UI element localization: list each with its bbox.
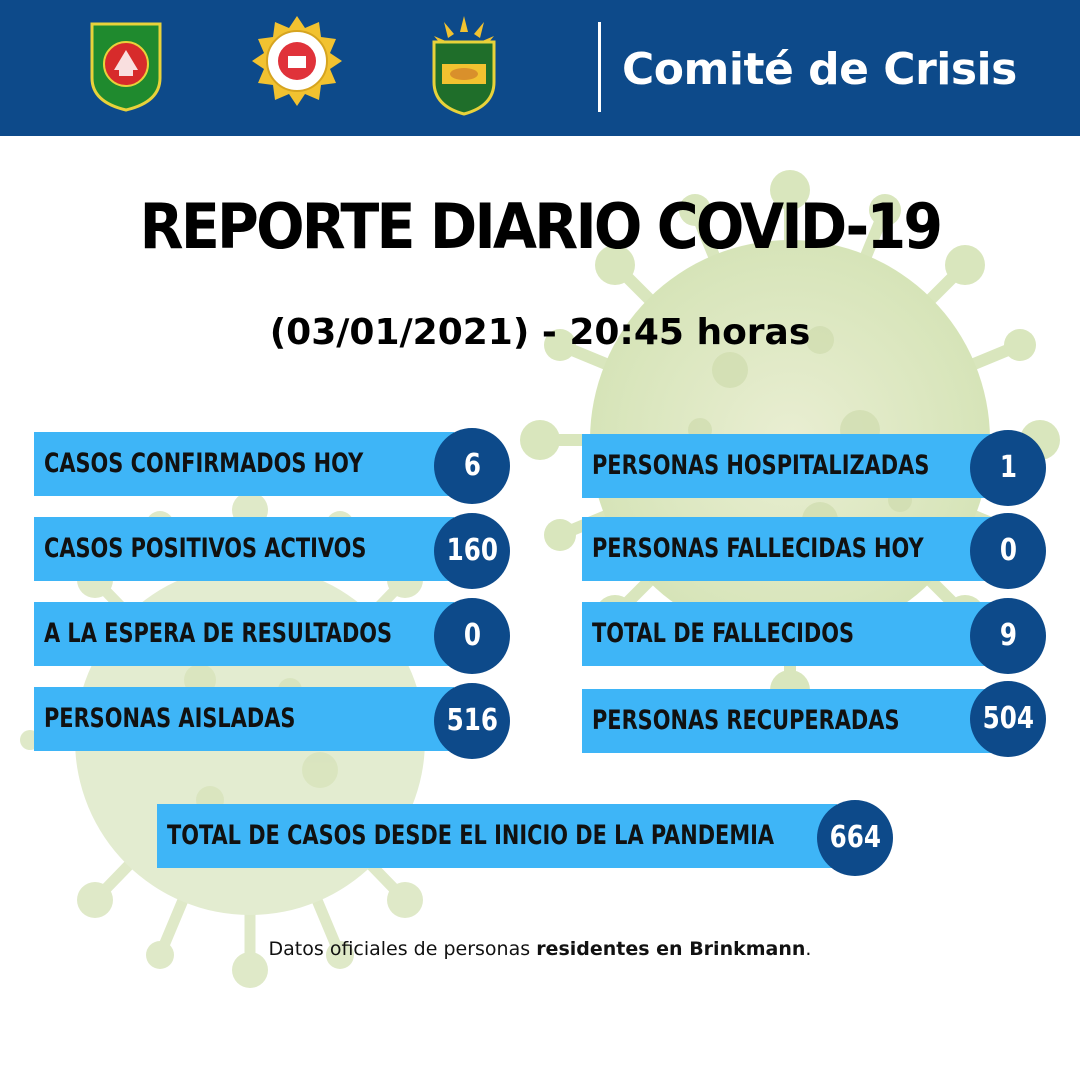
stat-value: 160 bbox=[446, 533, 498, 568]
stat-total-fallecidos bbox=[582, 602, 1046, 666]
stat-personas-recuperadas bbox=[582, 689, 1046, 753]
stat-label: PERSONAS FALLECIDAS HOY bbox=[592, 533, 924, 564]
stat-value: 664 bbox=[829, 820, 881, 855]
stat-value: 9 bbox=[999, 618, 1017, 653]
stat-value-badge bbox=[434, 428, 510, 504]
stat-personas-fallecidas-hoy bbox=[582, 517, 1046, 581]
stat-label: PERSONAS AISLADAS bbox=[44, 703, 296, 734]
footer-suffix: . bbox=[805, 938, 812, 960]
stat-value-badge bbox=[817, 800, 893, 876]
footer-note bbox=[0, 938, 1080, 960]
stat-label: TOTAL DE CASOS DESDE EL INICIO DE LA PANDEMIA bbox=[167, 820, 775, 851]
stat-personas-aisladas bbox=[34, 687, 512, 751]
stat-value-badge bbox=[434, 513, 510, 589]
header-title: Comité de Crisis bbox=[622, 44, 1017, 95]
report-title: REPORTE DIARIO COVID-19 bbox=[139, 190, 941, 263]
stat-espera-resultados bbox=[34, 602, 512, 666]
stat-value-badge bbox=[434, 598, 510, 674]
stat-total-casos-pandemia bbox=[157, 804, 893, 868]
stat-value-badge bbox=[970, 513, 1046, 589]
stat-casos-confirmados-hoy bbox=[34, 432, 512, 496]
stat-value-badge bbox=[970, 598, 1046, 674]
stat-value: 0 bbox=[999, 533, 1017, 568]
footer-prefix: Datos oficiales de personas bbox=[268, 938, 537, 960]
stat-label: PERSONAS HOSPITALIZADAS bbox=[592, 450, 930, 481]
stat-label: CASOS CONFIRMADOS HOY bbox=[44, 448, 364, 479]
stat-label: CASOS POSITIVOS ACTIVOS bbox=[44, 533, 367, 564]
stat-label: TOTAL DE FALLECIDOS bbox=[592, 618, 855, 649]
stat-personas-hospitalizadas bbox=[582, 434, 1046, 498]
stat-value-badge bbox=[970, 681, 1046, 757]
stat-value-badge bbox=[970, 430, 1046, 506]
report-datetime: (03/01/2021) - 20:45 horas bbox=[269, 312, 811, 353]
stat-value: 516 bbox=[446, 703, 498, 738]
stat-value-badge bbox=[434, 683, 510, 759]
stat-value: 0 bbox=[463, 618, 481, 653]
stat-value: 1 bbox=[999, 450, 1017, 485]
stat-label: A LA ESPERA DE RESULTADOS bbox=[44, 618, 393, 649]
stat-label: PERSONAS RECUPERADAS bbox=[592, 705, 900, 736]
footer-bold: residentes en Brinkmann bbox=[536, 938, 806, 960]
stat-casos-positivos-activos bbox=[34, 517, 512, 581]
stat-value: 504 bbox=[982, 701, 1034, 736]
stat-value: 6 bbox=[463, 448, 481, 483]
